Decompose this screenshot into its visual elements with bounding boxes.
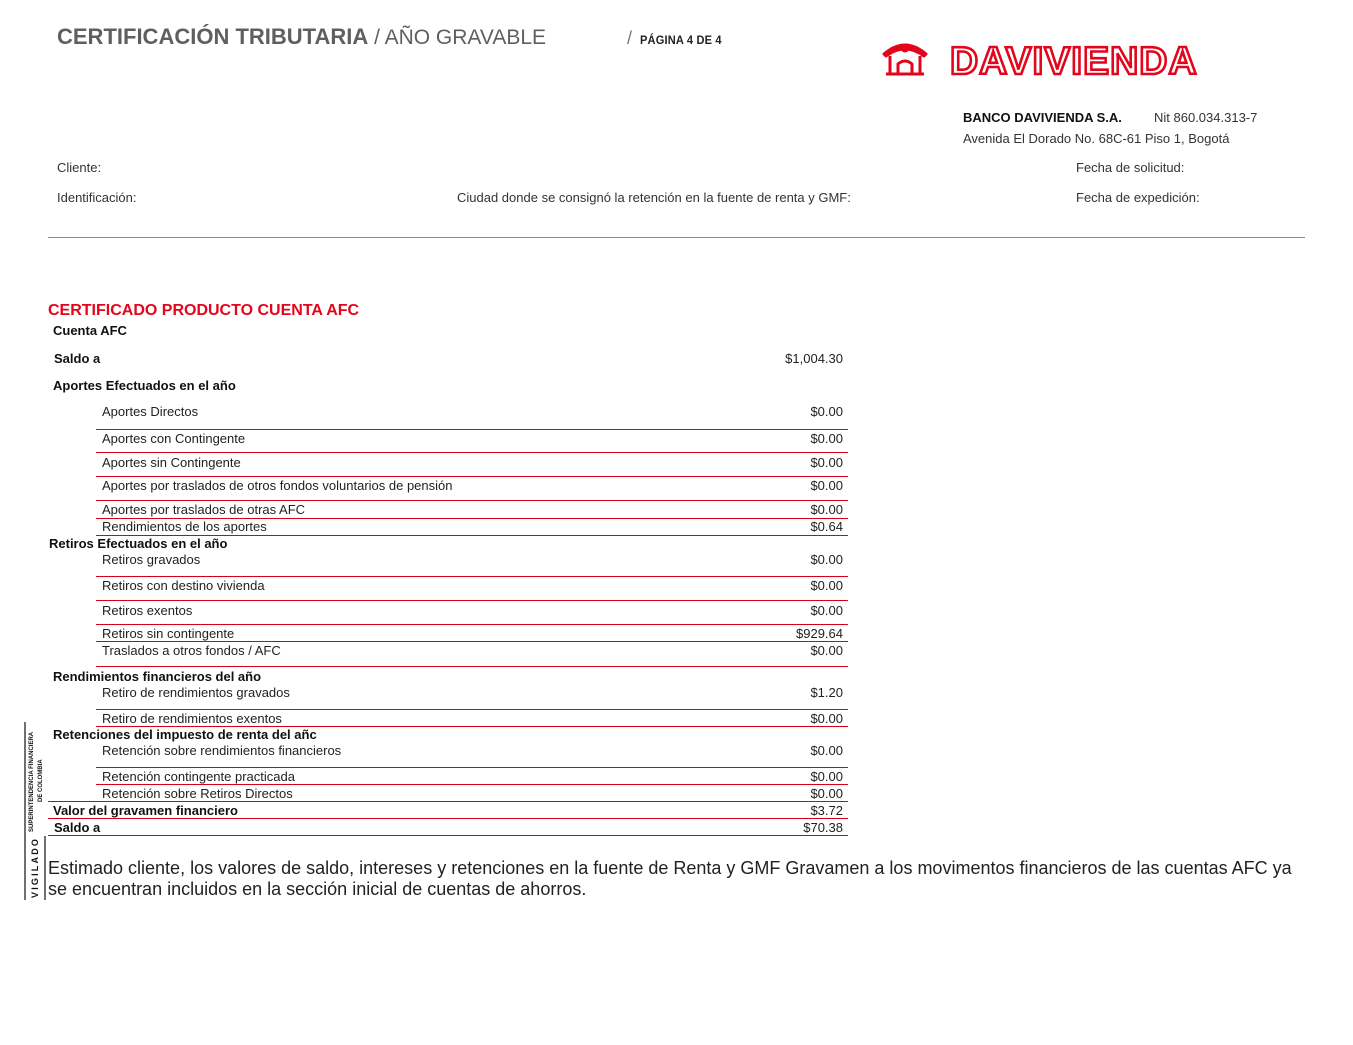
- contribution-row-label: Rendimientos de los aportes: [102, 519, 267, 534]
- withdrawal-row-label: Retiros gravados: [102, 552, 201, 567]
- withdrawal-row-value: $0.00: [810, 552, 843, 567]
- withholding-row-label: Retención sobre rendimientos financieros: [102, 743, 342, 758]
- earnings-row-value: $0.00: [810, 711, 843, 726]
- withdrawal-row-value: $0.00: [810, 643, 843, 658]
- contribution-row-value: $0.00: [810, 502, 843, 517]
- bank-nit: Nit 860.034.313-7: [1154, 110, 1258, 125]
- withdrawal-row-value: $0.00: [810, 603, 843, 618]
- earnings-heading: Rendimientos financieros del año: [53, 669, 262, 684]
- contribution-row-label: Aportes por traslados de otras AFC: [102, 502, 306, 517]
- contribution-row-value: $0.00: [810, 404, 843, 419]
- withdrawal-row-label: Retiros exentos: [102, 603, 193, 618]
- contribution-row-label: Aportes Directos: [102, 404, 199, 419]
- superintendencia-line2: DE COLOMBIA: [38, 759, 44, 802]
- document-title-year: / AÑO GRAVABLE: [368, 26, 547, 49]
- page-separator: /: [627, 28, 633, 48]
- row-divider: [96, 476, 848, 477]
- identification-label: Identificación:: [57, 190, 137, 205]
- bank-address: Avenida El Dorado No. 68C-61 Piso 1, Bogotá: [963, 131, 1230, 146]
- withholding-heading: Retenciones del impuesto de renta del añc: [53, 727, 317, 742]
- earnings-row-label: Retiro de rendimientos gravados: [102, 685, 290, 700]
- opening-balance-label: Saldo a: [54, 351, 101, 366]
- withdrawal-row-value: $929.64: [796, 626, 843, 641]
- withdrawal-row-label: Traslados a otros fondos / AFC: [102, 643, 281, 658]
- row-divider: [96, 452, 848, 453]
- withholding-row-value: $0.00: [810, 786, 843, 801]
- account-type-label: Cuenta AFC: [53, 323, 127, 338]
- withholding-row-value: $0.00: [810, 769, 843, 784]
- house-logo-icon: [884, 45, 926, 74]
- row-divider: [96, 709, 848, 710]
- withdrawal-row-label: Retiros con destino vivienda: [102, 578, 265, 593]
- contribution-row-label: Aportes por traslados de otros fondos voluntarios de pensión: [102, 478, 453, 493]
- row-divider: [96, 624, 848, 625]
- row-divider: [96, 600, 848, 601]
- page-indicator: PÁGINA 4 DE 4: [640, 33, 722, 47]
- contribution-row-label: Aportes con Contingente: [102, 431, 246, 446]
- davivienda-logo: [880, 34, 1290, 80]
- opening-balance-value: $1,004.30: [785, 351, 843, 366]
- city-label: Ciudad donde se consignó la retención en la fuente de renta y GMF:: [457, 190, 851, 205]
- row-divider: [96, 767, 848, 768]
- gmf-value: $3.72: [810, 803, 843, 818]
- row-divider: [96, 641, 848, 642]
- contribution-row-value: $0.00: [810, 431, 843, 446]
- issue-date-label: Fecha de expedición:: [1076, 190, 1200, 205]
- vigilado-text: VIGILADO: [30, 836, 40, 898]
- closing-balance-value: $70.38: [803, 820, 843, 835]
- footnote: Estimado cliente, los valores de saldo, intereses y retenciones en la fuente de Renta y GMF Gravamen a los movimentos financieros de las cuentas AFC ya se encuentran incluidos en la sección inicial de cuentas de ahorros.: [48, 858, 1292, 899]
- contribution-row-value: $0.00: [810, 455, 843, 470]
- withdrawals-heading: Retiros Efectuados en el año: [49, 536, 228, 551]
- document-title-main: CERTIFICACIÓN TRIBUTARIA: [57, 24, 369, 49]
- withdrawal-row-value: $0.00: [810, 578, 843, 593]
- contribution-row-label: Aportes sin Contingente: [102, 455, 241, 470]
- contributions-heading: Aportes Efectuados en el año: [53, 378, 236, 393]
- earnings-row-value: $1.20: [810, 685, 843, 700]
- contribution-row-value: $0.00: [810, 478, 843, 493]
- superintendencia-line1: SUPERINTENDENCIA FINANCIERA: [29, 731, 35, 832]
- row-divider: [48, 801, 848, 802]
- earnings-row-label: Retiro de rendimientos exentos: [102, 711, 282, 726]
- withholding-row-value: $0.00: [810, 743, 843, 758]
- bank-name: BANCO DAVIVIENDA S.A.: [963, 110, 1122, 125]
- document-title: [57, 24, 546, 50]
- row-divider: [96, 429, 848, 430]
- withholding-row-label: Retención contingente practicada: [102, 769, 295, 784]
- request-date-label: Fecha de solicitud:: [1076, 160, 1185, 175]
- row-divider: [48, 818, 848, 819]
- row-divider: [96, 784, 848, 785]
- vigilado-watermark: [22, 720, 48, 902]
- withdrawal-row-label: Retiros sin contingente: [102, 626, 235, 641]
- gmf-label: Valor del gravamen financiero: [53, 803, 238, 818]
- row-divider: [48, 835, 848, 836]
- header-divider: [48, 237, 1305, 238]
- closing-balance-label: Saldo a: [54, 820, 101, 835]
- logo-wordmark: DAVIVIENDA: [950, 40, 1198, 80]
- row-divider: [96, 576, 848, 577]
- withholding-row-label: Retención sobre Retiros Directos: [102, 786, 293, 801]
- row-divider: [96, 500, 848, 501]
- row-divider: [96, 666, 848, 667]
- client-label: Cliente:: [57, 160, 102, 175]
- contribution-row-value: $0.64: [810, 519, 843, 534]
- certificate-title: CERTIFICADO PRODUCTO CUENTA AFC: [48, 302, 360, 319]
